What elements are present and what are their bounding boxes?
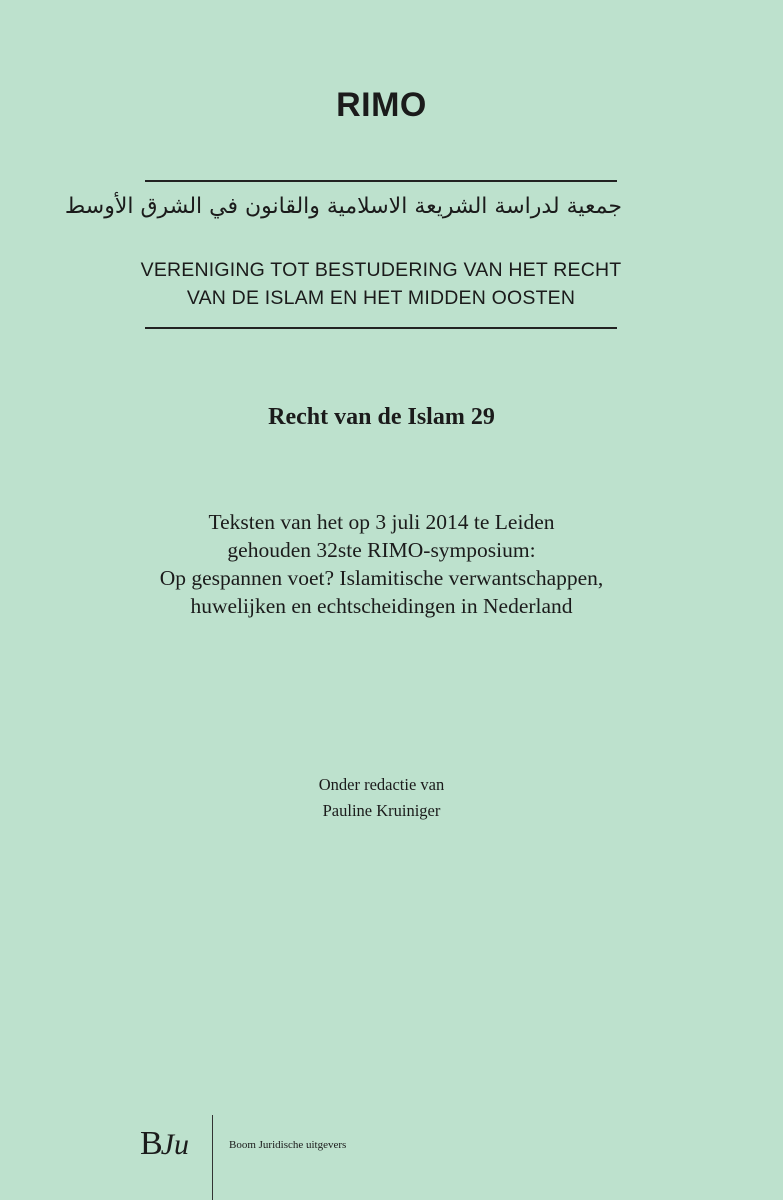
bottom-divider xyxy=(145,327,617,329)
top-divider xyxy=(145,180,617,182)
arabic-organization-name: جمعية لدراسة الشريعة الاسلامية والقانون في الشرق الأوسط xyxy=(64,194,622,219)
editor-credit xyxy=(0,772,763,824)
logo-b: B xyxy=(140,1125,163,1162)
publisher-logo xyxy=(140,1125,189,1163)
editor-name: Pauline Kruiniger xyxy=(322,801,441,820)
publisher-name: Boom Juridische uitgevers xyxy=(229,1139,347,1151)
description-line-4: huwelijken en echtscheidingen in Nederland xyxy=(190,594,573,618)
series-title: Recht van de Islam 29 xyxy=(268,404,495,430)
organization-acronym: RIMO xyxy=(336,86,427,124)
description-line-2: gehouden 32ste RIMO-symposium: xyxy=(227,538,536,562)
logo-ju: Ju xyxy=(160,1128,190,1161)
organization-name-line-2: VAN DE ISLAM EN HET MIDDEN OOSTEN xyxy=(186,287,576,309)
editor-label: Onder redactie van xyxy=(318,775,445,794)
organization-full-name xyxy=(100,256,662,312)
book-description xyxy=(80,508,683,620)
organization-name-line-1: VERENIGING TOT BESTUDERING VAN HET RECHT xyxy=(140,259,622,281)
description-line-1: Teksten van het op 3 juli 2014 te Leiden xyxy=(208,510,555,534)
description-line-3: Op gespannen voet? Islamitische verwantschappen, xyxy=(159,566,604,590)
logo-divider xyxy=(212,1115,213,1200)
